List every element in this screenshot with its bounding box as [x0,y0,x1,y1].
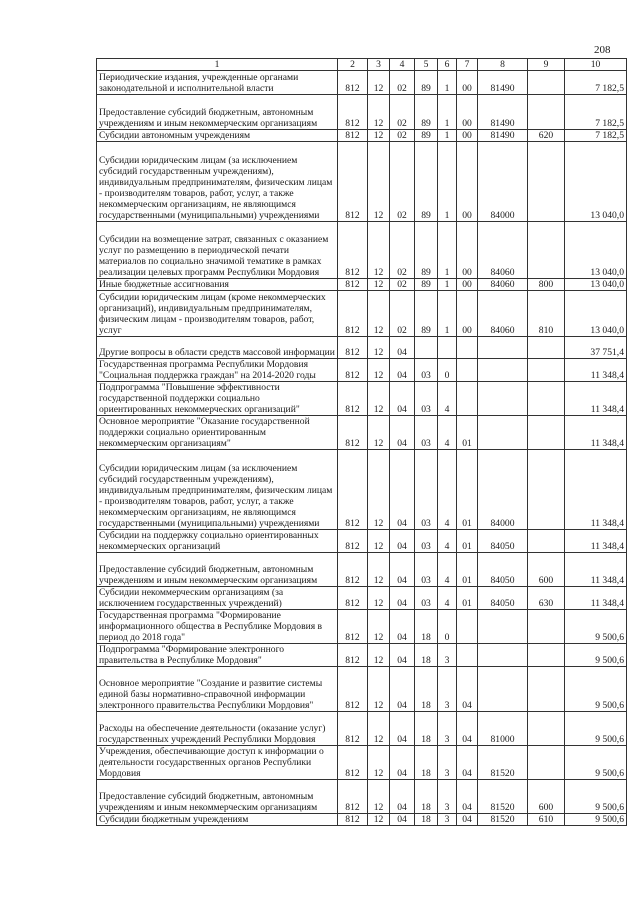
code-admin: 812 [338,142,368,222]
row-name: Основное мероприятие "Создание и развитие системы единой базы нормативно-справочной информации электронного правительства Республики Мордовия" [97,667,338,712]
row-amount: 9 500,6 [565,712,627,746]
code-section: 12 [368,291,390,337]
code-activity [457,337,478,359]
code-admin: 812 [338,359,368,382]
code-subprogram: 0 [438,359,457,382]
code-direction: 81490 [478,95,528,130]
code-section: 12 [368,667,390,712]
table-row [97,814,627,826]
code-direction [478,337,528,359]
row-amount: 7 182,5 [565,71,627,95]
code-admin: 812 [338,610,368,644]
row-amount: 9 500,6 [565,644,627,667]
code-subsection: 04 [390,667,415,712]
row-amount: 11 348,4 [565,359,627,382]
code-subprogram: 1 [438,95,457,130]
code-program: 03 [415,587,438,610]
column-header: 4 [390,59,415,71]
code-direction: 84000 [478,142,528,222]
code-subsection: 04 [390,610,415,644]
code-admin: 812 [338,130,368,142]
column-header: 7 [457,59,478,71]
row-amount: 9 500,6 [565,610,627,644]
code-direction: 81520 [478,780,528,814]
code-section: 12 [368,450,390,530]
row-name: Субсидии бюджетным учреждениям [97,814,338,826]
table-row [97,382,627,416]
code-expense-type: 800 [528,279,565,291]
code-subsection: 04 [390,416,415,450]
code-activity: 04 [457,780,478,814]
code-subprogram: 1 [438,279,457,291]
code-activity: 00 [457,222,478,279]
code-direction [478,667,528,712]
code-subprogram [438,337,457,359]
code-admin: 812 [338,667,368,712]
code-subsection: 04 [390,382,415,416]
code-direction: 84050 [478,530,528,553]
code-admin: 812 [338,780,368,814]
table-row [97,95,627,130]
row-name: Субсидии юридическим лицам (за исключением субсидий государственным учреждениям), индивидуальным предпринимателям, физическим лицам - производителям товаров, работ, услуг, а также некоммерческим организациям, не являющимся государственными (муниципальными) учреждениями [97,450,338,530]
code-subprogram: 4 [438,553,457,587]
code-expense-type: 630 [528,587,565,610]
code-direction [478,359,528,382]
code-subprogram: 1 [438,142,457,222]
code-direction [478,382,528,416]
row-name: Иные бюджетные ассигнования [97,279,338,291]
row-name: Предоставление субсидий бюджетным, автономным учреждениям и иным некоммерческим организациям [97,780,338,814]
code-section: 12 [368,279,390,291]
code-activity: 04 [457,814,478,826]
code-subsection: 04 [390,712,415,746]
row-name: Подпрограмма "Повышение эффективности государственной поддержки социально ориентированных некоммерческих организаций" [97,382,338,416]
code-subprogram: 1 [438,71,457,95]
code-expense-type [528,337,565,359]
code-activity: 00 [457,95,478,130]
code-admin: 812 [338,382,368,416]
code-section: 12 [368,71,390,95]
code-program [415,337,438,359]
code-direction: 84050 [478,587,528,610]
code-expense-type [528,712,565,746]
code-expense-type [528,450,565,530]
code-direction: 81490 [478,130,528,142]
code-program: 18 [415,667,438,712]
code-program: 89 [415,222,438,279]
code-subprogram: 4 [438,587,457,610]
code-program: 18 [415,712,438,746]
code-program: 03 [415,416,438,450]
code-subsection: 02 [390,130,415,142]
code-activity: 04 [457,667,478,712]
code-program: 89 [415,95,438,130]
code-activity: 00 [457,130,478,142]
code-program: 18 [415,610,438,644]
row-amount: 9 500,6 [565,814,627,826]
row-name: Предоставление субсидий бюджетным, автономным учреждениям и иным некоммерческим организациям [97,95,338,130]
code-section: 12 [368,814,390,826]
code-subsection: 02 [390,71,415,95]
row-amount: 9 500,6 [565,780,627,814]
table-row [97,610,627,644]
code-expense-type: 600 [528,553,565,587]
code-expense-type [528,382,565,416]
table-row [97,130,627,142]
code-activity [457,382,478,416]
code-activity: 00 [457,71,478,95]
code-program: 18 [415,780,438,814]
row-amount: 9 500,6 [565,667,627,712]
code-admin: 812 [338,553,368,587]
code-section: 12 [368,337,390,359]
table-row [97,142,627,222]
code-program: 03 [415,450,438,530]
code-activity: 04 [457,746,478,780]
row-amount: 13 040,0 [565,279,627,291]
row-amount: 13 040,0 [565,142,627,222]
code-section: 12 [368,130,390,142]
row-name: Субсидии юридическим лицам (за исключением субсидий государственным учреждениям), индивидуальным предпринимателям, физическим лицам - производителям товаров, работ, услуг, а также некоммерческим организациям, не являющимся государственными (муниципальными) учреждениями [97,142,338,222]
table-row [97,416,627,450]
code-expense-type [528,610,565,644]
code-section: 12 [368,553,390,587]
row-amount: 11 348,4 [565,382,627,416]
code-admin: 812 [338,450,368,530]
code-admin: 812 [338,814,368,826]
code-subprogram: 4 [438,416,457,450]
code-direction [478,644,528,667]
page-number: 208 [594,44,611,56]
table-row [97,780,627,814]
code-direction: 84060 [478,222,528,279]
code-subprogram: 4 [438,450,457,530]
code-program: 18 [415,746,438,780]
code-direction [478,610,528,644]
code-subsection: 04 [390,359,415,382]
code-section: 12 [368,780,390,814]
row-amount: 11 348,4 [565,450,627,530]
code-activity [457,610,478,644]
code-subsection: 04 [390,780,415,814]
table-row [97,530,627,553]
code-admin: 812 [338,95,368,130]
code-section: 12 [368,746,390,780]
code-expense-type [528,359,565,382]
row-amount: 7 182,5 [565,130,627,142]
code-program: 89 [415,291,438,337]
code-admin: 812 [338,416,368,450]
code-subsection: 04 [390,450,415,530]
code-admin: 812 [338,746,368,780]
table-row [97,644,627,667]
row-name: Субсидии юридическим лицам (кроме некоммерческих организаций), индивидуальным предпринимателям, физическим лицам - производителям товаров, работ, услуг [97,291,338,337]
code-expense-type [528,95,565,130]
code-activity [457,359,478,382]
row-amount: 11 348,4 [565,553,627,587]
code-activity: 00 [457,142,478,222]
code-program: 03 [415,359,438,382]
code-subprogram: 1 [438,130,457,142]
code-admin: 812 [338,587,368,610]
code-program: 18 [415,644,438,667]
code-direction: 81000 [478,712,528,746]
code-section: 12 [368,712,390,746]
code-admin: 812 [338,291,368,337]
code-subprogram: 1 [438,291,457,337]
code-expense-type [528,746,565,780]
code-section: 12 [368,416,390,450]
code-subsection: 02 [390,279,415,291]
code-subprogram: 4 [438,530,457,553]
code-direction: 84060 [478,291,528,337]
code-program: 89 [415,130,438,142]
code-direction: 81490 [478,71,528,95]
row-amount: 13 040,0 [565,291,627,337]
code-direction: 81520 [478,746,528,780]
budget-table [96,58,627,826]
code-activity: 01 [457,416,478,450]
row-name: Основное мероприятие "Оказание государственной поддержки социально ориентированным некоммерческим организациям" [97,416,338,450]
header-row [97,59,627,71]
code-program: 89 [415,279,438,291]
code-activity: 01 [457,530,478,553]
row-name: Предоставление субсидий бюджетным, автономным учреждениям и иным некоммерческим организациям [97,553,338,587]
code-activity: 01 [457,587,478,610]
code-section: 12 [368,222,390,279]
table-row [97,222,627,279]
code-subsection: 04 [390,587,415,610]
code-expense-type [528,667,565,712]
column-header: 5 [415,59,438,71]
code-expense-type [528,71,565,95]
row-amount: 9 500,6 [565,746,627,780]
code-admin: 812 [338,222,368,279]
code-section: 12 [368,610,390,644]
code-admin: 812 [338,712,368,746]
code-direction: 81520 [478,814,528,826]
column-header: 9 [528,59,565,71]
code-expense-type [528,530,565,553]
table-row [97,291,627,337]
row-name: Государственная программа Республики Мордовия "Социальная поддержка граждан" на 2014-2020 годы [97,359,338,382]
column-header: 10 [565,59,627,71]
code-admin: 812 [338,279,368,291]
row-amount: 7 182,5 [565,95,627,130]
code-section: 12 [368,644,390,667]
column-header: 6 [438,59,457,71]
row-name: Субсидии на возмещение затрат, связанных с оказанием услуг по размещению в периодической печати материалов по социально значимой тематике в рамках реализации целевых программ Республики Мордовия [97,222,338,279]
code-expense-type [528,222,565,279]
code-admin: 812 [338,71,368,95]
column-header: 2 [338,59,368,71]
code-subsection: 04 [390,553,415,587]
row-amount: 37 751,4 [565,337,627,359]
code-subprogram: 3 [438,712,457,746]
code-subsection: 04 [390,530,415,553]
table-row [97,712,627,746]
code-section: 12 [368,382,390,416]
row-amount: 11 348,4 [565,416,627,450]
row-name: Расходы на обеспечение деятельности (оказание услуг) государственных учреждений Республики Мордовия [97,712,338,746]
code-direction: 84060 [478,279,528,291]
code-expense-type: 600 [528,780,565,814]
code-subsection: 02 [390,222,415,279]
row-name: Периодические издания, учрежденные органами законодательной и исполнительной власти [97,71,338,95]
table-row [97,553,627,587]
code-section: 12 [368,359,390,382]
code-expense-type [528,142,565,222]
code-subprogram: 3 [438,814,457,826]
table-row [97,279,627,291]
code-activity: 00 [457,291,478,337]
code-program: 18 [415,814,438,826]
table-row [97,746,627,780]
row-amount: 11 348,4 [565,587,627,610]
code-section: 12 [368,587,390,610]
table-row [97,71,627,95]
row-name: Учреждения, обеспечивающие доступ к информации о деятельности государственных органов Республики Мордовия [97,746,338,780]
code-subprogram: 3 [438,746,457,780]
code-subsection: 04 [390,644,415,667]
column-header: 3 [368,59,390,71]
code-subprogram: 1 [438,222,457,279]
code-subprogram: 0 [438,610,457,644]
table-row [97,587,627,610]
code-expense-type: 610 [528,814,565,826]
code-expense-type [528,416,565,450]
table-row [97,667,627,712]
code-admin: 812 [338,644,368,667]
code-program: 89 [415,71,438,95]
code-program: 03 [415,553,438,587]
code-subprogram: 4 [438,382,457,416]
code-admin: 812 [338,530,368,553]
code-subprogram: 3 [438,667,457,712]
row-name: Субсидии на поддержку социально ориентированных некоммерческих организаций [97,530,338,553]
code-expense-type [528,644,565,667]
code-subsection: 04 [390,814,415,826]
code-subsection: 02 [390,291,415,337]
code-activity: 01 [457,450,478,530]
code-program: 03 [415,530,438,553]
table-row [97,450,627,530]
code-activity: 00 [457,279,478,291]
code-section: 12 [368,142,390,222]
code-subsection: 04 [390,746,415,780]
code-subprogram: 3 [438,780,457,814]
row-amount: 11 348,4 [565,530,627,553]
code-direction: 84000 [478,450,528,530]
code-subsection: 02 [390,95,415,130]
row-name: Подпрограмма "Формирование электронного правительства в Республике Мордовия" [97,644,338,667]
column-header: 8 [478,59,528,71]
code-program: 03 [415,382,438,416]
code-direction: 84050 [478,553,528,587]
row-amount: 13 040,0 [565,222,627,279]
row-name: Субсидии некоммерческим организациям (за исключением государственных учреждений) [97,587,338,610]
code-subsection: 02 [390,142,415,222]
code-section: 12 [368,530,390,553]
code-activity: 04 [457,712,478,746]
column-header: 1 [97,59,338,71]
code-admin: 812 [338,337,368,359]
code-direction [478,416,528,450]
table-row [97,337,627,359]
code-program: 89 [415,142,438,222]
code-expense-type: 620 [528,130,565,142]
code-subsection: 04 [390,337,415,359]
code-section: 12 [368,95,390,130]
row-name: Другие вопросы в области средств массовой информации [97,337,338,359]
code-activity: 01 [457,553,478,587]
code-expense-type: 810 [528,291,565,337]
row-name: Государственная программа "Формирование информационного общества в Республике Мордовия в период до 2018 года" [97,610,338,644]
row-name: Субсидии автономным учреждениям [97,130,338,142]
code-subprogram: 3 [438,644,457,667]
table-row [97,359,627,382]
code-activity [457,644,478,667]
